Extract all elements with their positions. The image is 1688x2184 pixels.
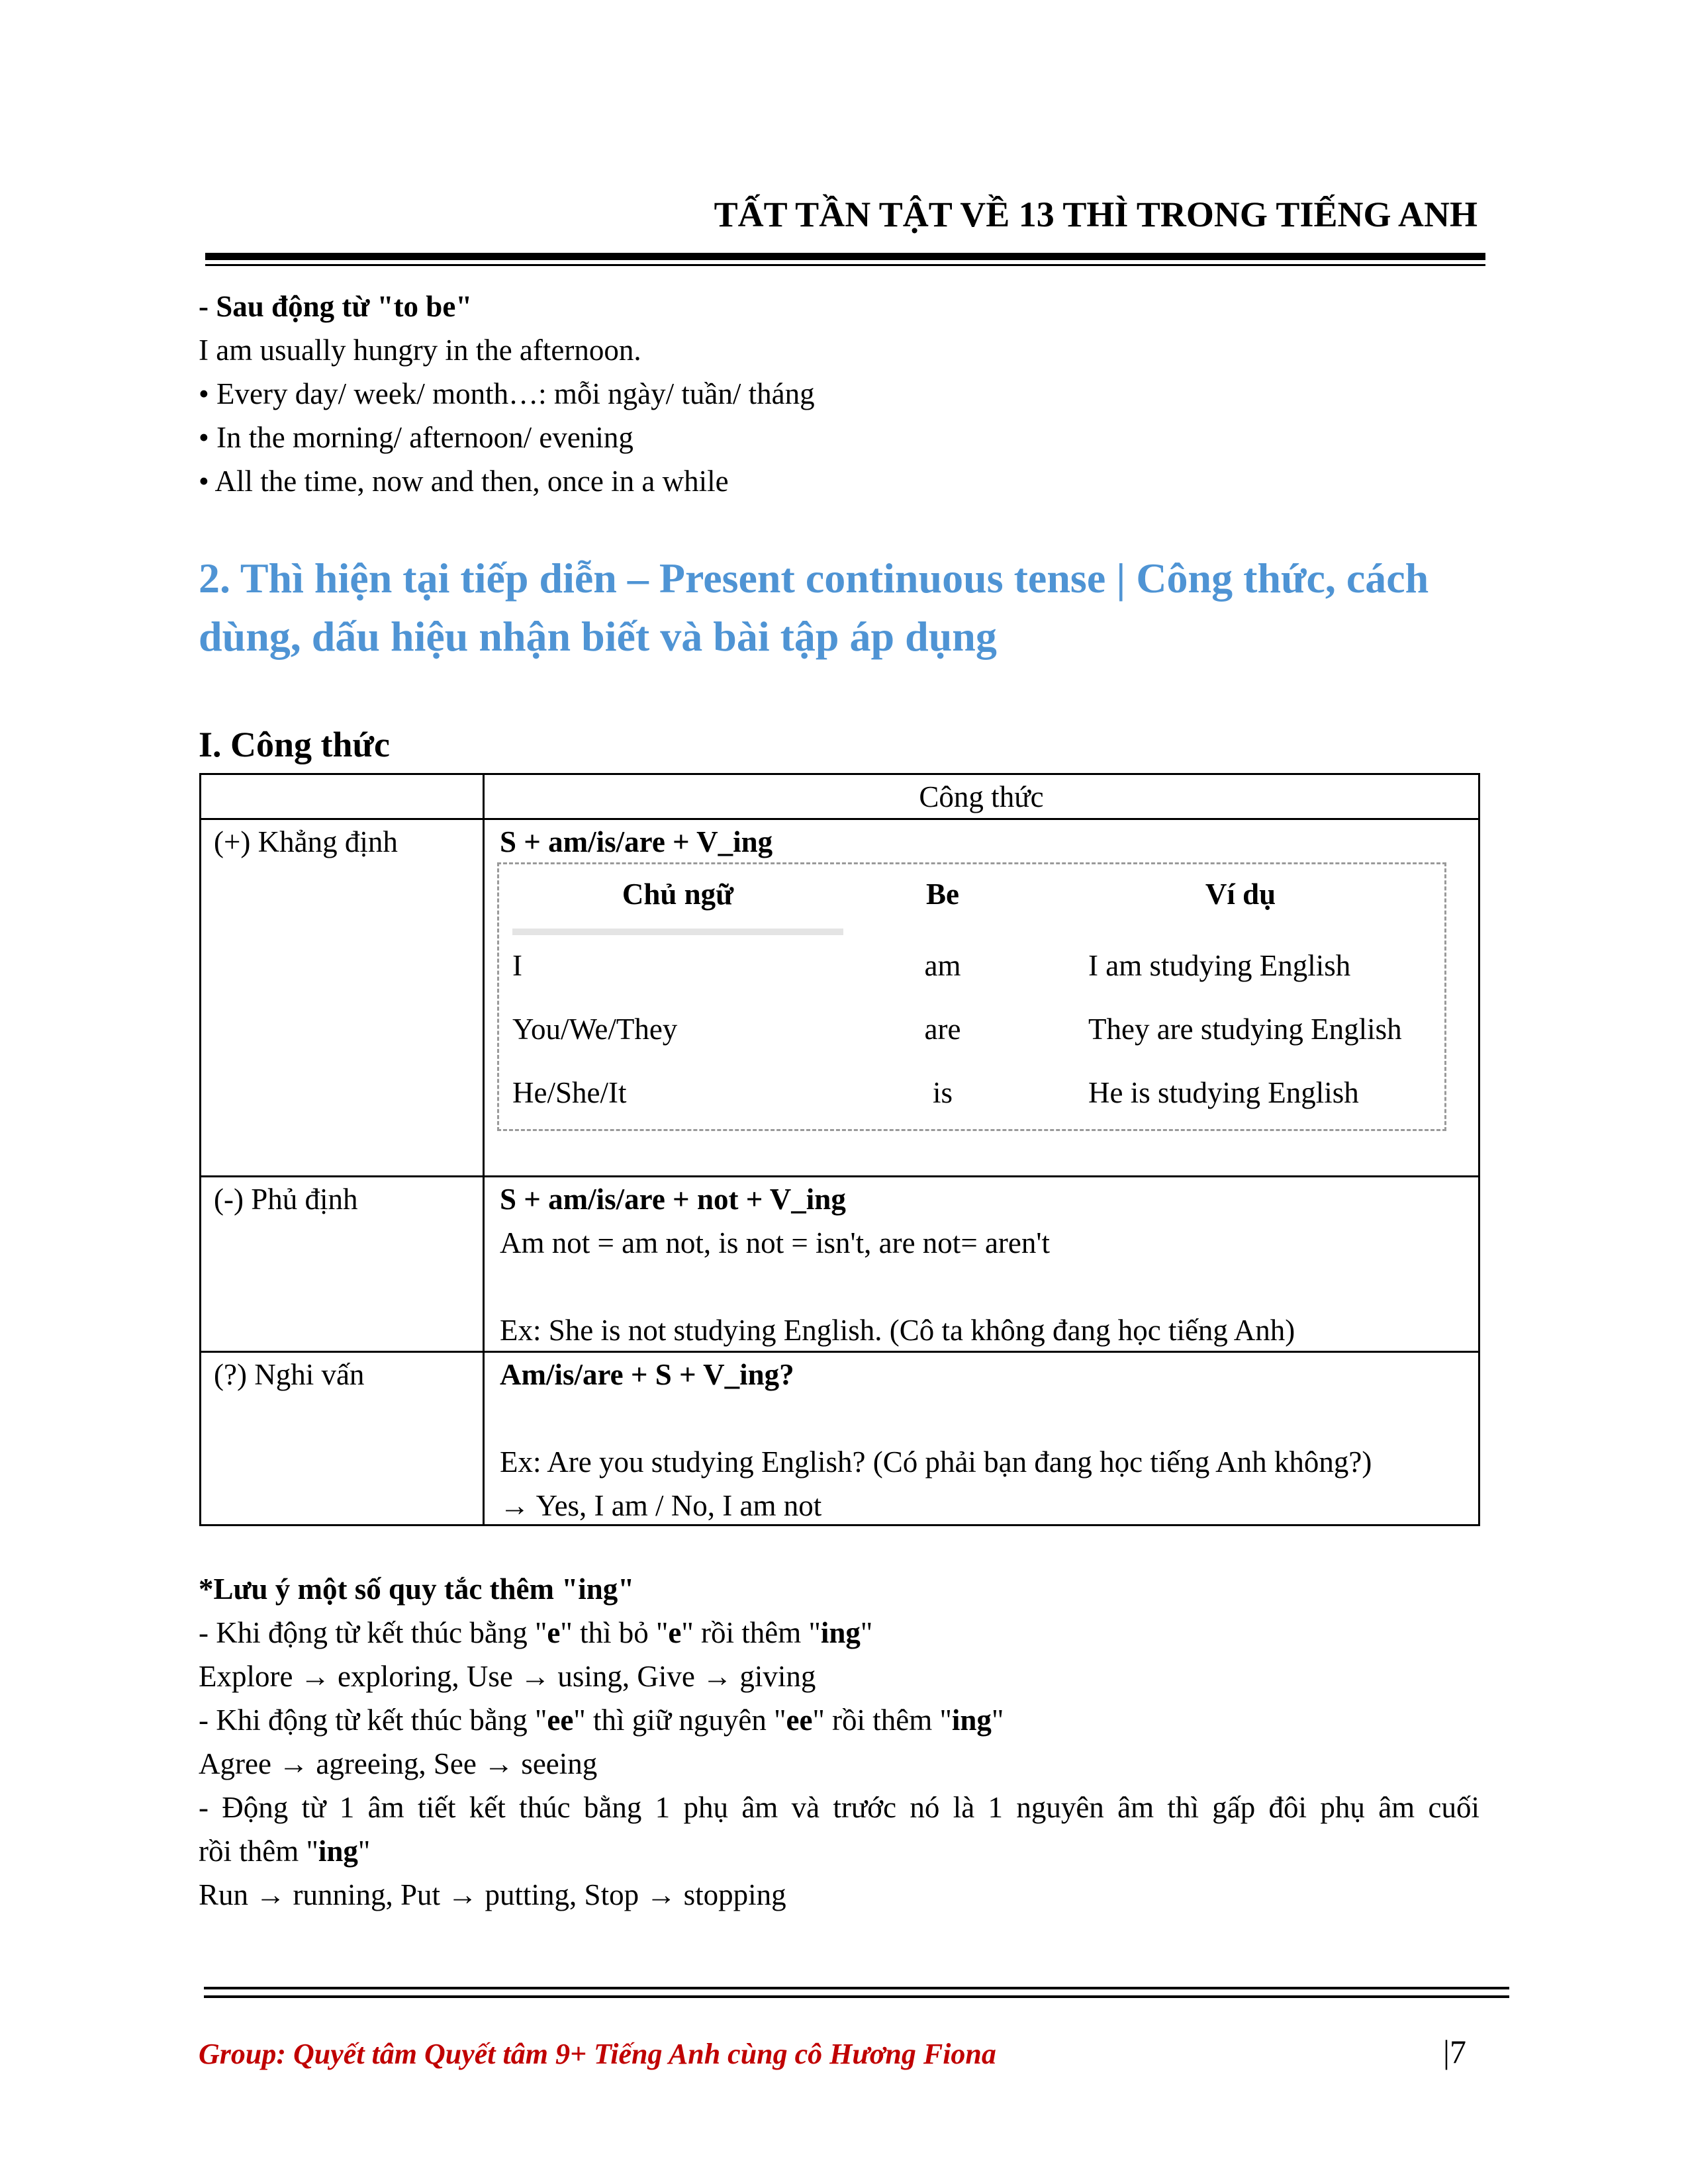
subject-cell: You/We/They [512, 1013, 678, 1046]
rule-3-line2: rồi thêm "ing" [199, 1835, 371, 1868]
rule-3-examples: Run → running, Put → putting, Stop → stopping [199, 1878, 786, 1911]
negative-label: (-) Phủ định [214, 1183, 358, 1216]
rule-1-examples: Explore → exploring, Use → using, Give → giving [199, 1660, 816, 1693]
table-header: Công thức [919, 780, 1044, 813]
section-2-heading [199, 549, 1489, 666]
subject-cell: I [512, 949, 522, 982]
column-header-subject: Chủ ngữ [622, 878, 734, 911]
negative-formula: S + am/is/are + not + V_ing [500, 1183, 846, 1216]
affirmative-formula: S + am/is/are + V_ing [500, 825, 773, 858]
column-header-be: Be [926, 878, 959, 911]
header-rule-thick [205, 253, 1485, 260]
example-cell: They are studying English [1088, 1013, 1402, 1046]
intro-bullet: • In the morning/ afternoon/ evening [199, 421, 633, 454]
intro-bullet: • Every day/ week/ month…: mỗi ngày/ tuần/ tháng [199, 377, 815, 410]
example-cell: I am studying English [1088, 949, 1351, 982]
formula-table [199, 773, 1480, 1526]
subject-cell: He/She/It [512, 1076, 627, 1109]
column-header-example: Ví dụ [1205, 878, 1276, 911]
formula-heading: I. Công thức [199, 725, 390, 764]
question-answer: → Yes, I am / No, I am not [500, 1489, 822, 1522]
be-cell: is [932, 1076, 953, 1109]
section-2-heading-line2: dùng, dấu hiệu nhận biết và bài tập áp dụng [199, 613, 997, 660]
page-header-title: TẤT TẦN TẬT VỀ 13 THÌ TRONG TIẾNG ANH [714, 195, 1477, 234]
intro-heading: - Sau động từ "to be" [199, 290, 473, 323]
footer-group-text: Group: Quyết tâm Quyết tâm 9+ Tiếng Anh cùng cô Hương Fiona [199, 2038, 996, 2070]
be-cell: are [924, 1013, 961, 1046]
subject-be-table [497, 862, 1446, 1131]
footer-rule [204, 1995, 1509, 1998]
intro-bullet: • All the time, now and then, once in a while [199, 465, 729, 498]
ing-rules-notes [199, 1567, 1479, 1917]
intro-block [199, 285, 815, 503]
affirmative-label: (+) Khẳng định [214, 825, 398, 858]
intro-example: I am usually hungry in the afternoon. [199, 334, 641, 367]
negative-contraction: Am not = am not, is not = isn't, are not= aren't [500, 1226, 1050, 1259]
rule-3-line1: - Động từ 1 âm tiết kết thúc bằng 1 phụ âm và trước nó là 1 nguyên âm thì gấp đôi phụ âm cuối [199, 1791, 1479, 1824]
question-formula: Am/is/are + S + V_ing? [500, 1358, 794, 1391]
footer-rule [204, 1987, 1509, 1989]
rule-2: - Khi động từ kết thúc bằng "ee" thì giữ nguyên "ee" rồi thêm "ing" [199, 1704, 1004, 1737]
header-underline-shade [512, 929, 843, 935]
header-rule-thin [205, 264, 1485, 266]
rule-2-examples: Agree → agreeing, See → seeing [199, 1747, 598, 1780]
question-example: Ex: Are you studying English? (Có phải bạn đang học tiếng Anh không?) [500, 1445, 1372, 1479]
page-number: |7 [1443, 2033, 1467, 2070]
rule-1: - Khi động từ kết thúc bằng "e" thì bỏ "e" rồi thêm "ing" [199, 1616, 873, 1649]
example-cell: He is studying English [1088, 1076, 1359, 1109]
notes-heading: *Lưu ý một số quy tắc thêm "ing" [199, 1572, 635, 1606]
negative-example: Ex: She is not studying English. (Cô ta không đang học tiếng Anh) [500, 1314, 1295, 1347]
section-2-heading-line1: 2. Thì hiện tại tiếp diễn – Present continuous tense | Công thức, cách [199, 555, 1429, 602]
table-column-divider [483, 775, 485, 1524]
question-label: (?) Nghi vấn [214, 1358, 365, 1391]
be-cell: am [924, 949, 961, 982]
